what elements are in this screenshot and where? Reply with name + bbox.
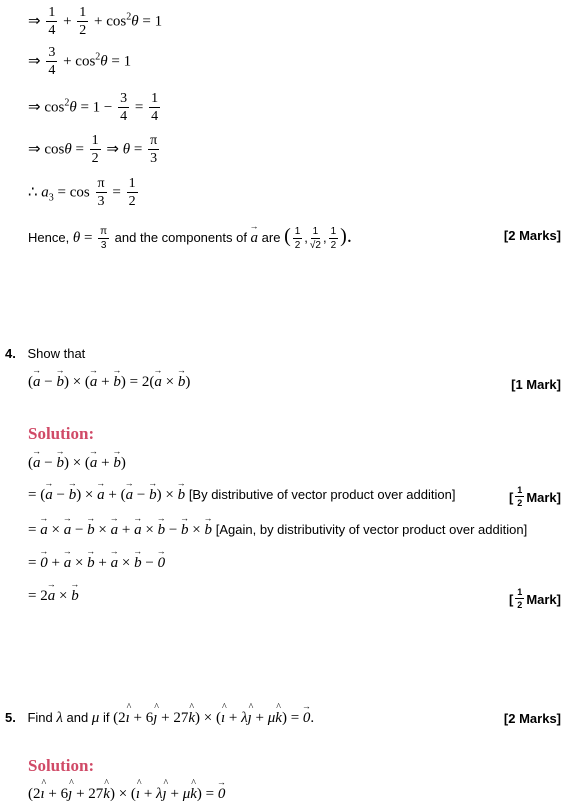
- question-5-header: 5. Find λ and μ if (2ı ^ + 6ȷ ^ + 27k ^) × (ı ^ + λȷ ^ + μk ^) = 0 →.: [5, 710, 314, 727]
- marks-badge: [1 Mark]: [511, 377, 561, 392]
- q4-step-2: = (a → − b →) × a → + (a → − b →) × b → [By distributive of vector product over addition]: [28, 487, 455, 504]
- fraction: $\frac{1}{4}$: [48, 5, 56, 38]
- fraction: $\frac{1}{2}$: [330, 225, 337, 251]
- fraction: $\frac{\pi}{3}$: [100, 225, 108, 251]
- fraction: $\frac{1}{2}$: [294, 225, 301, 251]
- fraction: $\frac{1}{√2}$: [309, 225, 321, 251]
- eq-line-3: ⇒ $\cos^2\theta = 1$ − $\frac{3}{4}$ = $\frac{1}{4}$: [28, 91, 159, 124]
- fraction: $\frac{3}{4}$: [120, 91, 128, 124]
- hence-line: Hence, θ = $\frac{\pi}{3}$ and the components of a → are ( $\frac{1}{2}$ , $\frac{1}{√2}$ , $\frac{1}{2}$ ).: [28, 225, 352, 251]
- vector-a: a →: [251, 230, 259, 247]
- solution-label: Solution:: [28, 756, 95, 775]
- marks-badge: [2 Marks]: [503, 711, 561, 726]
- eq-line-1: ⇒ $\frac{1}{4}$ + $\frac{1}{2}$ + $\cos^2\theta = 1$: [28, 5, 163, 38]
- question-4-header: 4. Show that: [5, 346, 86, 361]
- fraction: $\frac{1}{2}$: [128, 176, 136, 209]
- eq-line-4: ⇒ cosθ = $\frac{1}{2}$ ⇒ θ = $\frac{\pi}{3}$: [28, 133, 158, 166]
- q4-step-3: = a → × a → − b → × a → + a → × b → − b → × b → [Again, by distributivity of vector product over addition]: [28, 522, 527, 539]
- fraction: $\frac{1}{2}$: [79, 5, 87, 38]
- marks-badge: [ $\frac{1}{2}$ Mark]: [508, 587, 561, 610]
- eq-line-5: ∴ $a_3 = \cos$ $\frac{\pi}{3}$ = $\frac{1}{2}$: [28, 176, 136, 209]
- q4-step-5: = 2a → × b →: [28, 588, 79, 605]
- q4-statement: (a → − b →) × (a → + b →) = 2(a → × b →): [28, 374, 190, 391]
- marks-badge: [ $\frac{1}{2}$ Mark]: [508, 485, 561, 508]
- q4-step-1: (a → − b →) × (a → + b →): [28, 455, 126, 472]
- fraction: $\frac{1}{4}$: [151, 91, 159, 124]
- fraction: $\frac{3}{4}$: [48, 45, 56, 78]
- marks-badge: [2 Marks]: [503, 228, 561, 243]
- fraction: $\frac{\pi}{3}$: [150, 133, 158, 166]
- q5-step-1: (2ı ^ + 6ȷ ^ + 27k ^) × (ı ^ + λȷ ^ + μk ^) = 0 →: [28, 786, 225, 803]
- fraction: $\frac{1}{2}$: [91, 133, 99, 166]
- q4-step-4: = 0 → + a → × b → + a → × b → − 0 →: [28, 555, 165, 572]
- fraction: $\frac{\pi}{3}$: [97, 176, 105, 209]
- solution-label: Solution:: [28, 424, 95, 443]
- eq-line-2: ⇒ $\frac{3}{4}$ + $\cos^2\theta = 1$: [28, 45, 132, 78]
